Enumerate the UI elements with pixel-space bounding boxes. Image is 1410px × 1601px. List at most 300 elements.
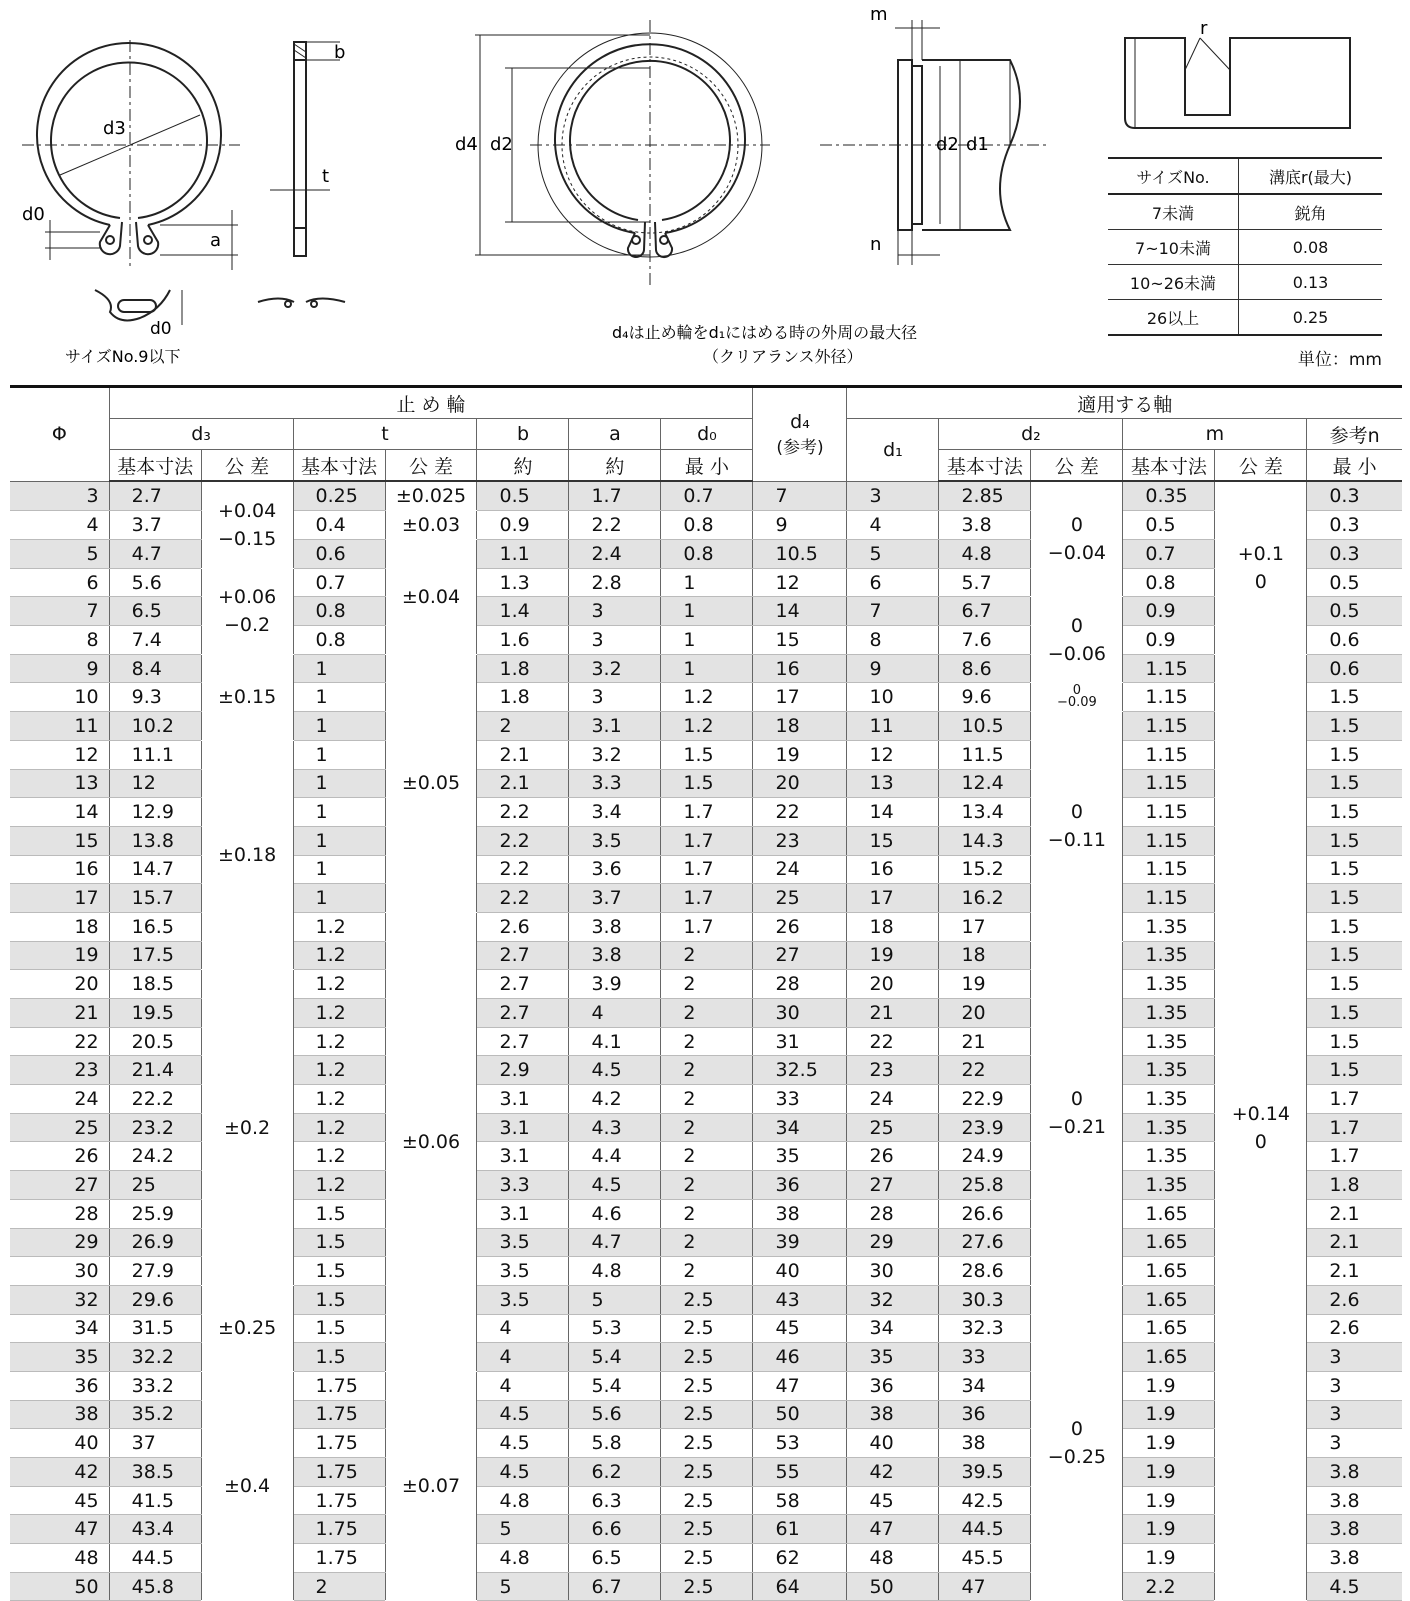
d0-cell: 1 [661, 626, 753, 655]
n-cell: 0.3 [1307, 481, 1402, 511]
a-cell: 2.2 [569, 511, 661, 540]
size-cell: 26 [10, 1142, 109, 1171]
t-cell: 1.2 [293, 941, 385, 970]
table-row [10, 970, 1402, 999]
n-cell: 0.5 [1307, 597, 1402, 626]
d2-cell: 44.5 [939, 1515, 1031, 1544]
b-cell: 1.3 [477, 568, 569, 597]
a-cell: 4.4 [569, 1142, 661, 1171]
size-cell: 28 [10, 1199, 109, 1228]
t-cell: 1.2 [293, 1085, 385, 1114]
d0-cell: 0.7 [661, 481, 753, 511]
b-cell: 3.1 [477, 1085, 569, 1114]
n-cell: 0.6 [1307, 626, 1402, 655]
t-header: t [293, 419, 477, 450]
b-cell: 4 [477, 1371, 569, 1400]
t-tolerance-text: ±0.025 [395, 485, 467, 507]
d4-cell: 25 [753, 884, 847, 913]
d1-cell: 24 [847, 1085, 939, 1114]
t-cell: 0.8 [293, 626, 385, 655]
d0-cell: 1.7 [661, 826, 753, 855]
label-t: t [322, 166, 330, 187]
d1-cell: 10 [847, 683, 939, 712]
n-cell: 0.5 [1307, 568, 1402, 597]
shaft-group-header: 適用する軸 [847, 388, 1402, 419]
d2-tolerance-cell [1031, 683, 1123, 712]
d1-cell: 28 [847, 1199, 939, 1228]
m-tolerance-text: 0 [1254, 570, 1267, 593]
a-cell: 3 [569, 683, 661, 712]
m-cell: 1.35 [1123, 1171, 1215, 1200]
b-cell: 0.9 [477, 511, 569, 540]
d3-cell: 13.8 [109, 826, 201, 855]
d1-cell: 17 [847, 884, 939, 913]
d2-tolerance-text: 0 [1070, 1088, 1083, 1111]
d2-cell: 34 [939, 1371, 1031, 1400]
a-cell: 5 [569, 1285, 661, 1314]
label-d4: d4 [455, 134, 478, 155]
m-cell: 1.35 [1123, 1113, 1215, 1142]
d4-cell: 35 [753, 1142, 847, 1171]
t-tolerance-cell [385, 540, 477, 655]
m-tol-header: 公 差 [1215, 450, 1307, 482]
n-cell: 2.1 [1307, 1199, 1402, 1228]
b-cell: 1.6 [477, 626, 569, 655]
d4-cell: 18 [753, 712, 847, 741]
m-basic-header: 基本寸法 [1123, 450, 1215, 482]
d1-cell: 8 [847, 626, 939, 655]
t-cell: 2 [293, 1572, 385, 1601]
d1-cell: 35 [847, 1343, 939, 1372]
m-cell: 1.35 [1123, 941, 1215, 970]
d3-tolerance-cell [201, 1285, 293, 1371]
m-cell: 1.35 [1123, 1142, 1215, 1171]
a-cell: 5.4 [569, 1371, 661, 1400]
t-tolerance-text: ±0.05 [401, 772, 461, 795]
t-cell: 1 [293, 683, 385, 712]
d1-cell: 6 [847, 568, 939, 597]
d4-cell: 62 [753, 1544, 847, 1573]
d2-tolerance-cell [1031, 941, 1123, 1285]
d2-tolerance-text: 0 [1070, 801, 1083, 824]
a-cell: 4.6 [569, 1199, 661, 1228]
d1-cell: 27 [847, 1171, 939, 1200]
m-tolerance-text: 0 [1254, 1130, 1267, 1153]
d4-cell: 53 [753, 1429, 847, 1458]
d2-cell: 27.6 [939, 1228, 1031, 1257]
size-cell: 6 [10, 568, 109, 597]
b-approx-header: 約 [477, 450, 569, 482]
d2-cell: 26.6 [939, 1199, 1031, 1228]
a-cell: 6.7 [569, 1572, 661, 1601]
d2-cell: 22 [939, 1056, 1031, 1085]
d3-cell: 9.3 [109, 683, 201, 712]
b-cell: 4.5 [477, 1400, 569, 1429]
d3-tolerance-cell [201, 1371, 293, 1601]
d1-cell: 4 [847, 511, 939, 540]
d3-cell: 22.2 [109, 1085, 201, 1114]
d4-cell: 58 [753, 1486, 847, 1515]
n-cell: 4.5 [1307, 1572, 1402, 1601]
m-cell: 1.15 [1123, 769, 1215, 798]
groove-table-header [1108, 158, 1382, 194]
m-cell: 1.65 [1123, 1199, 1215, 1228]
d1-cell: 32 [847, 1285, 939, 1314]
d1-cell: 3 [847, 481, 939, 511]
a-cell: 3.2 [569, 654, 661, 683]
d3-basic-header: 基本寸法 [109, 450, 201, 482]
d0-cell: 2 [661, 1085, 753, 1114]
d0-cell: 2.5 [661, 1572, 753, 1601]
m-cell: 1.65 [1123, 1285, 1215, 1314]
groove-row [1108, 300, 1382, 336]
d0-cell: 1.7 [661, 855, 753, 884]
d1-cell: 5 [847, 540, 939, 569]
size-cell: 36 [10, 1371, 109, 1400]
b-cell: 3.5 [477, 1228, 569, 1257]
t-cell: 0.4 [293, 511, 385, 540]
n-cell: 1.5 [1307, 712, 1402, 741]
n-cell: 3.8 [1307, 1486, 1402, 1515]
groove-cell-radius: 0.13 [1239, 265, 1383, 300]
t-cell: 1.5 [293, 1228, 385, 1257]
a-cell: 4.1 [569, 1027, 661, 1056]
d2-cell: 2.85 [939, 481, 1031, 511]
d2-cell: 45.5 [939, 1544, 1031, 1573]
groove-cell-size: 26以上 [1108, 300, 1239, 336]
d0-cell: 2.5 [661, 1285, 753, 1314]
d4-cell: 22 [753, 798, 847, 827]
d3-cell: 35.2 [109, 1400, 201, 1429]
d3-cell: 16.5 [109, 912, 201, 941]
a-cell: 1.7 [569, 481, 661, 511]
d0-cell: 1.5 [661, 769, 753, 798]
t-cell: 1 [293, 884, 385, 913]
b-cell: 3.1 [477, 1142, 569, 1171]
t-cell: 0.25 [293, 481, 385, 511]
a-cell: 3 [569, 597, 661, 626]
d1-cell: 19 [847, 941, 939, 970]
note-d4-line1: d₄は止め輪をd₁にはめる時の外周の最大径 [612, 323, 918, 342]
size-cell: 35 [10, 1343, 109, 1372]
d3-tolerance-cell [201, 970, 293, 1286]
b-cell: 2.2 [477, 884, 569, 913]
a-cell: 3.9 [569, 970, 661, 999]
m-cell: 1.9 [1123, 1544, 1215, 1573]
d0-cell: 1 [661, 597, 753, 626]
b-cell: 2.1 [477, 769, 569, 798]
n-cell: 3 [1307, 1400, 1402, 1429]
d2-tol-header: 公 差 [1031, 450, 1123, 482]
d4-cell: 17 [753, 683, 847, 712]
groove-radius-table [1108, 157, 1382, 336]
b-cell: 1.1 [477, 540, 569, 569]
d3-cell: 41.5 [109, 1486, 201, 1515]
t-cell: 1.5 [293, 1314, 385, 1343]
d4-cell: 24 [753, 855, 847, 884]
d3-cell: 4.7 [109, 540, 201, 569]
b-cell: 1.8 [477, 683, 569, 712]
d0-cell: 1.7 [661, 798, 753, 827]
d2-cell: 13.4 [939, 798, 1031, 827]
n-cell: 1.5 [1307, 826, 1402, 855]
a-cell: 4.2 [569, 1085, 661, 1114]
d1-cell: 25 [847, 1113, 939, 1142]
d2-cell: 16.2 [939, 884, 1031, 913]
t-cell: 1.2 [293, 1113, 385, 1142]
m-cell: 1.15 [1123, 712, 1215, 741]
d0-cell: 0.8 [661, 511, 753, 540]
d3-tolerance-text: −0.2 [223, 614, 271, 637]
size-cell: 3 [10, 481, 109, 511]
groove-row [1108, 194, 1382, 230]
m-cell: 1.35 [1123, 1027, 1215, 1056]
d3-cell: 31.5 [109, 1314, 201, 1343]
a-header: a [569, 419, 661, 450]
m-cell: 0.5 [1123, 511, 1215, 540]
n-header: 参考n [1307, 419, 1402, 450]
t-cell: 1.5 [293, 1257, 385, 1286]
d0-cell: 2.5 [661, 1486, 753, 1515]
n-cell: 1.8 [1307, 1171, 1402, 1200]
b-cell: 2.6 [477, 912, 569, 941]
d0-cell: 2 [661, 1142, 753, 1171]
n-cell: 1.5 [1307, 999, 1402, 1028]
n-cell: 1.7 [1307, 1142, 1402, 1171]
t-tolerance-text: ±0.06 [401, 1130, 461, 1153]
d3-cell: 21.4 [109, 1056, 201, 1085]
d3-cell: 15.7 [109, 884, 201, 913]
size-cell: 21 [10, 999, 109, 1028]
b-cell: 3.5 [477, 1285, 569, 1314]
d4-cell: 33 [753, 1085, 847, 1114]
d3-cell: 25 [109, 1171, 201, 1200]
d2-cell: 5.7 [939, 568, 1031, 597]
size-cell: 25 [10, 1113, 109, 1142]
t-cell: 1.2 [293, 1056, 385, 1085]
d4-cell: 23 [753, 826, 847, 855]
n-cell: 3.8 [1307, 1515, 1402, 1544]
d2-tolerance-cell [1031, 481, 1123, 597]
d4-cell: 39 [753, 1228, 847, 1257]
size-cell: 9 [10, 654, 109, 683]
d3-cell: 24.2 [109, 1142, 201, 1171]
b-header: b [477, 419, 569, 450]
t-cell: 1.75 [293, 1486, 385, 1515]
d3-cell: 12 [109, 769, 201, 798]
size-cell: 11 [10, 712, 109, 741]
d3-tolerance-text: ±0.2 [223, 1116, 271, 1139]
d1-cell: 15 [847, 826, 939, 855]
d0-cell: 2.5 [661, 1458, 753, 1487]
a-cell: 4.7 [569, 1228, 661, 1257]
table-row [10, 568, 1402, 597]
d4-cell: 38 [753, 1199, 847, 1228]
m-cell: 1.35 [1123, 970, 1215, 999]
m-tolerance-cell [1215, 481, 1307, 654]
label-d1: d1 [966, 134, 989, 155]
n-cell: 1.5 [1307, 941, 1402, 970]
m-cell: 0.9 [1123, 597, 1215, 626]
table-row [10, 481, 1402, 511]
d2-cell: 20 [939, 999, 1031, 1028]
d2-cell: 17 [939, 912, 1031, 941]
t-cell: 0.7 [293, 568, 385, 597]
m-cell: 1.9 [1123, 1400, 1215, 1429]
a-cell: 3.8 [569, 912, 661, 941]
size-cell: 42 [10, 1458, 109, 1487]
d4-cell: 36 [753, 1171, 847, 1200]
d3-tolerance-text: ±0.18 [217, 844, 277, 867]
b-cell: 4 [477, 1314, 569, 1343]
size-cell: 30 [10, 1257, 109, 1286]
t-cell: 1.75 [293, 1400, 385, 1429]
d1-cell: 12 [847, 740, 939, 769]
d3-header: d₃ [109, 419, 293, 450]
t-cell: 1 [293, 712, 385, 741]
d0-cell: 2 [661, 1171, 753, 1200]
a-cell: 5.4 [569, 1343, 661, 1372]
b-cell: 4.8 [477, 1544, 569, 1573]
d0-cell: 2 [661, 1113, 753, 1142]
label-m: m [870, 4, 888, 25]
d2-tolerance-cell [1031, 597, 1123, 683]
d4-cell: 50 [753, 1400, 847, 1429]
t-cell: 1.5 [293, 1199, 385, 1228]
d0-cell: 1.7 [661, 884, 753, 913]
d2-cell: 23.9 [939, 1113, 1031, 1142]
t-cell: 1 [293, 798, 385, 827]
d2-cell: 9.6 [939, 683, 1031, 712]
d4-header-label: d₄ [790, 410, 810, 433]
d0-header: d₀ [661, 419, 753, 450]
d0-cell: 2.5 [661, 1400, 753, 1429]
m-cell: 1.65 [1123, 1257, 1215, 1286]
d2-tolerance-text: 0 [1070, 1418, 1083, 1441]
d1-cell: 20 [847, 970, 939, 999]
n-cell: 1.5 [1307, 912, 1402, 941]
m-cell: 1.35 [1123, 1085, 1215, 1114]
a-cell: 3 [569, 626, 661, 655]
phi-header: Φ [10, 388, 109, 481]
size-cell: 7 [10, 597, 109, 626]
d4-cell: 46 [753, 1343, 847, 1372]
d2-cell: 28.6 [939, 1257, 1031, 1286]
size-cell: 13 [10, 769, 109, 798]
d0-cell: 2 [661, 1056, 753, 1085]
d2-cell: 15.2 [939, 855, 1031, 884]
d1-cell: 16 [847, 855, 939, 884]
d1-cell: 14 [847, 798, 939, 827]
size-cell: 16 [10, 855, 109, 884]
m-cell: 1.65 [1123, 1343, 1215, 1372]
b-cell: 3.1 [477, 1113, 569, 1142]
n-cell: 3 [1307, 1343, 1402, 1372]
d3-tolerance-cell [201, 481, 293, 568]
n-cell: 1.5 [1307, 1027, 1402, 1056]
d3-tolerance-cell [201, 568, 293, 654]
d1-cell: 26 [847, 1142, 939, 1171]
d1-cell: 30 [847, 1257, 939, 1286]
b-cell: 2.1 [477, 740, 569, 769]
size-cell: 10 [10, 683, 109, 712]
d3-cell: 23.2 [109, 1113, 201, 1142]
t-cell: 1.75 [293, 1544, 385, 1573]
n-cell: 3.8 [1307, 1544, 1402, 1573]
d2-header: d₂ [939, 419, 1123, 450]
d4-cell: 14 [753, 597, 847, 626]
d4-cell: 12 [753, 568, 847, 597]
t-cell: 1.75 [293, 1458, 385, 1487]
size-cell: 15 [10, 826, 109, 855]
b-cell: 2.9 [477, 1056, 569, 1085]
label-d0-small: d0 [150, 319, 172, 339]
t-tolerance-cell [385, 511, 477, 540]
d4-cell: 26 [753, 912, 847, 941]
d0-cell: 2.5 [661, 1343, 753, 1372]
d4-cell: 27 [753, 941, 847, 970]
n-cell: 2.6 [1307, 1285, 1402, 1314]
d0-cell: 2.5 [661, 1544, 753, 1573]
d4-cell: 31 [753, 1027, 847, 1056]
m-cell: 0.35 [1123, 481, 1215, 511]
groove-cell-size: 7未満 [1108, 194, 1239, 230]
d1-cell: 34 [847, 1314, 939, 1343]
d3-cell: 7.4 [109, 626, 201, 655]
table-row [10, 1371, 1402, 1400]
d3-tolerance-text: ±0.25 [217, 1317, 277, 1340]
d1-cell: 47 [847, 1515, 939, 1544]
d4-cell: 20 [753, 769, 847, 798]
d4-cell: 10.5 [753, 540, 847, 569]
t-tolerance-text: ±0.03 [401, 514, 461, 536]
d2-cell: 19 [939, 970, 1031, 999]
groove-header-radius: 溝底r(最大) [1239, 158, 1383, 194]
d3-cell: 37 [109, 1429, 201, 1458]
d1-cell: 45 [847, 1486, 939, 1515]
t-tolerance-cell [385, 654, 477, 912]
d2-cell: 25.8 [939, 1171, 1031, 1200]
n-cell: 0.3 [1307, 540, 1402, 569]
size-cell: 24 [10, 1085, 109, 1114]
t-cell: 1.75 [293, 1371, 385, 1400]
d1-cell: 18 [847, 912, 939, 941]
d2-tolerance-text: 0 [1070, 514, 1083, 537]
b-cell: 1.8 [477, 654, 569, 683]
n-cell: 3 [1307, 1371, 1402, 1400]
label-d2-mounted: d2 [490, 134, 513, 155]
n-cell: 1.5 [1307, 798, 1402, 827]
d4-cell: 40 [753, 1257, 847, 1286]
d4-cell: 30 [753, 999, 847, 1028]
size-cell: 48 [10, 1544, 109, 1573]
a-cell: 4.5 [569, 1171, 661, 1200]
t-cell: 1 [293, 769, 385, 798]
t-tolerance-text: ±0.04 [401, 585, 461, 608]
m-cell: 1.35 [1123, 999, 1215, 1028]
d3-cell: 18.5 [109, 970, 201, 999]
size-cell: 20 [10, 970, 109, 999]
m-cell: 0.9 [1123, 626, 1215, 655]
t-cell: 1 [293, 855, 385, 884]
b-cell: 4.5 [477, 1458, 569, 1487]
label-a: a [210, 230, 222, 251]
m-cell: 1.15 [1123, 798, 1215, 827]
d1-cell: 21 [847, 999, 939, 1028]
m-cell: 1.65 [1123, 1314, 1215, 1343]
d2-tolerance-text: −0.09 [1056, 695, 1097, 711]
size-cell: 38 [10, 1400, 109, 1429]
